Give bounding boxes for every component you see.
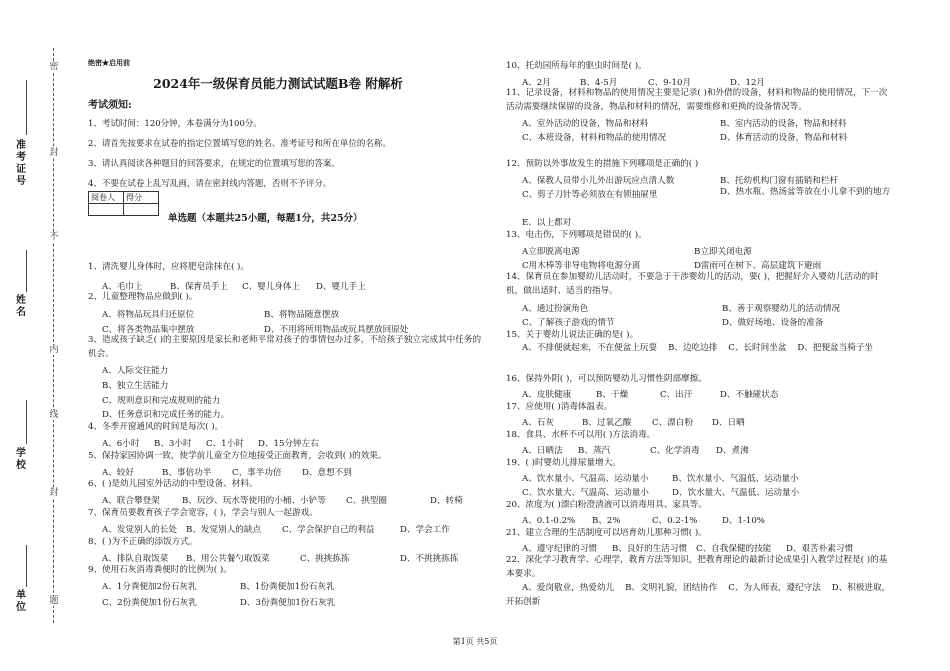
answer-option[interactable]: D、日晒 bbox=[712, 418, 745, 428]
answer-option[interactable]: D雷雨可在树下、高层建筑下避雨 bbox=[694, 261, 822, 271]
question-text: 1、清洗婴儿身体时，应将肥皂涂抹在( )。 bbox=[88, 262, 249, 272]
question-text: 19、( )时婴幼儿排尿量增大。 bbox=[506, 458, 621, 468]
answer-option[interactable]: B、独立生活能力 bbox=[102, 381, 169, 391]
answer-option[interactable]: D、积极进取，开拓创新 bbox=[506, 583, 891, 607]
answer-option[interactable]: D、不用将所用物品或玩具摆放回原处 bbox=[264, 325, 409, 335]
answer-option[interactable]: A、室外活动的设备，物品和材料 bbox=[522, 119, 649, 129]
score-table-reviewer: 阅卷人 bbox=[89, 192, 124, 204]
answer-option[interactable]: A、皮肤健康 bbox=[522, 390, 572, 400]
answer-option[interactable]: C用木棒等非导电物将电源分离 bbox=[522, 261, 641, 271]
question-text: 9、使用石灰消毒粪便时的比例为( )。 bbox=[88, 565, 232, 575]
answer-option[interactable]: D、艰苦朴素习惯 bbox=[786, 544, 854, 554]
answer-option[interactable]: C、本班设备，材料和物品的使用情况 bbox=[522, 133, 667, 143]
answer-option[interactable]: D、把便盆当椅子坐 bbox=[797, 343, 874, 353]
answer-option[interactable]: D、做好场地、设备的准备 bbox=[722, 318, 824, 328]
answer-option[interactable]: C、挑挑拣拣 bbox=[300, 554, 350, 564]
answer-option[interactable]: B、1份粪便加1份石灰乳 bbox=[240, 582, 335, 592]
answer-option[interactable]: D、12月 bbox=[730, 78, 766, 88]
seal-mark: 不 bbox=[49, 232, 59, 242]
answer-option[interactable]: C、9-10月 bbox=[648, 78, 692, 88]
answer-options-row bbox=[506, 581, 891, 609]
answer-option[interactable]: A、保教人员带小儿外出游玩应点清人数 bbox=[522, 176, 675, 186]
notice-item: 2、请首先按要求在试卷的指定位置填写您的姓名、准考证号和所在单位的名称。 bbox=[88, 139, 391, 149]
answer-option[interactable]: D、学会工作 bbox=[400, 525, 450, 535]
answer-option[interactable]: D、不触碰状态 bbox=[720, 390, 779, 400]
answer-option[interactable]: B、保育员手上 bbox=[170, 282, 228, 292]
notice-heading: 考试须知: bbox=[88, 100, 132, 111]
question-text: 8、( )为不正确的添饭方式。 bbox=[88, 537, 198, 547]
answer-option[interactable]: E、以上都对 bbox=[522, 218, 572, 228]
answer-option[interactable]: C、了解孩子游戏的情节 bbox=[522, 318, 615, 328]
answer-option[interactable]: B、事倍功半 bbox=[162, 468, 212, 478]
exam-title: 2024年一级保育员能力测试试题B卷 附解析 bbox=[153, 76, 403, 91]
notice-item: 4、不要在试卷上乱写乱画，请在密封线内答题，否则不予评分。 bbox=[88, 179, 332, 189]
answer-option[interactable]: A、不排便就起来，不在便盆上玩耍 bbox=[522, 343, 658, 353]
secret-label: 绝密★启用前 bbox=[88, 58, 130, 67]
answer-option[interactable]: A立即脱离电源 bbox=[522, 247, 580, 257]
answer-option[interactable]: A、遵守纪律的习惯 bbox=[522, 544, 597, 554]
answer-option[interactable]: B、发觉别人的缺点 bbox=[186, 525, 262, 535]
answer-option[interactable]: B立即关闭电源 bbox=[694, 247, 752, 257]
answer-option[interactable]: D、不挑挑拣拣 bbox=[400, 554, 459, 564]
answer-option[interactable]: D、1-10% bbox=[722, 516, 765, 526]
answer-option[interactable]: C、将各类物品集中摆放 bbox=[102, 325, 195, 335]
answer-option[interactable]: A、饮水量小、气温高、运动量小 bbox=[522, 474, 649, 484]
answer-option[interactable]: B、善于观察婴幼儿的活动情况 bbox=[722, 304, 841, 314]
answer-option[interactable]: D、体育活动的设备，物品和材料 bbox=[720, 133, 848, 143]
page-footer: 第1页 共5页 bbox=[452, 637, 498, 646]
answer-option[interactable]: B、托幼机构门窗有插销和栏杆 bbox=[720, 176, 839, 186]
question-text: 15、关于婴幼儿说法正确的是( )。 bbox=[506, 330, 639, 340]
answer-option[interactable]: B、过氧乙酸 bbox=[582, 418, 632, 428]
question-text: 21、建立合理的生活制度可以培育幼儿那种习惯( )。 bbox=[506, 528, 707, 538]
answer-option[interactable]: A、石灰 bbox=[522, 418, 554, 428]
answer-option[interactable]: B、饮水量小、气温低、运动量小 bbox=[672, 474, 799, 484]
answer-option[interactable]: A、发觉别人的长处 bbox=[102, 525, 177, 535]
answer-option[interactable]: A、联合攀登架 bbox=[102, 496, 160, 506]
exam-id-blank[interactable] bbox=[26, 80, 27, 135]
margin-label-exam-id: 准考证号 bbox=[16, 140, 26, 187]
answer-option[interactable]: B、室内活动的设备，物品和材料 bbox=[720, 119, 847, 129]
answer-option[interactable]: D、15分钟左右 bbox=[258, 439, 319, 449]
seal-mark: 内 bbox=[49, 345, 59, 355]
answer-option[interactable]: C、学会保护自己的利益 bbox=[282, 525, 375, 535]
margin-label-name: 姓名 bbox=[16, 295, 26, 318]
school-blank[interactable] bbox=[26, 400, 27, 444]
answer-option[interactable]: A、0.1-0.2% bbox=[522, 516, 576, 526]
answer-option[interactable]: D、煮沸 bbox=[716, 446, 749, 456]
answer-option[interactable]: B、边吃边排 bbox=[668, 343, 718, 353]
answer-option[interactable]: D、饮水量大、气温低、运动量小 bbox=[672, 488, 800, 498]
answer-option[interactable]: A、2月 bbox=[522, 78, 551, 88]
answer-option[interactable]: A、6小时 bbox=[102, 439, 140, 449]
answer-option[interactable]: B、蒸汽 bbox=[578, 446, 611, 456]
question-text: 5、保持家园协调一致，使学前儿童全方位地接受正面教育，会收到( )的效果。 bbox=[88, 451, 387, 461]
answer-option[interactable]: A、将物品玩具归还原位 bbox=[102, 310, 195, 320]
question-text: 12、预防以外事故发生的措施下列哪项是正确的( ) bbox=[506, 159, 699, 169]
seal-mark: 题 bbox=[49, 596, 59, 606]
answer-option[interactable]: C、1小时 bbox=[206, 439, 244, 449]
seal-mark: 封 bbox=[49, 488, 59, 498]
section-title: 单选题（本题共25小题，每题1分，共25分） bbox=[168, 213, 363, 224]
answer-option[interactable]: D、婴儿手上 bbox=[316, 282, 366, 292]
answer-option[interactable]: A、日晒法 bbox=[522, 446, 563, 456]
question-text: 4、冬季开窗通风的时间是每次( )。 bbox=[88, 422, 224, 432]
answer-option[interactable]: C、2份粪便加1份石灰乳 bbox=[102, 598, 197, 608]
answer-option[interactable]: B、2% bbox=[592, 516, 621, 526]
answer-option[interactable]: A、毛巾上 bbox=[102, 282, 143, 292]
answer-option[interactable]: A、人际交往能力 bbox=[102, 366, 169, 376]
seal-mark: 线 bbox=[49, 410, 59, 420]
answer-option[interactable]: B、4-5月 bbox=[580, 78, 618, 88]
margin-label-unit: 单位 bbox=[16, 590, 26, 613]
margin-label-school: 学校 bbox=[16, 448, 26, 471]
question-text: 20、浓度为( )漂白粉澄清液可以消毒用具、家具等。 bbox=[506, 500, 707, 510]
reviewer-cell[interactable] bbox=[89, 204, 124, 216]
answer-option[interactable]: C、婴儿身体上 bbox=[242, 282, 301, 292]
unit-blank[interactable] bbox=[26, 545, 27, 587]
answer-option[interactable]: D、任务意识和完成任务的能力。 bbox=[102, 410, 230, 420]
question-text: 13、电击伤，下列哪项是错误的( )。 bbox=[506, 230, 647, 240]
question-text: 10、托幼园所每年的驱虫时间是( )。 bbox=[506, 61, 647, 71]
answer-option[interactable]: A、爱岗敬业，热爱幼儿 bbox=[522, 583, 615, 593]
answer-option[interactable]: B、良好的生活习惯 bbox=[612, 544, 688, 554]
answer-option[interactable]: C、规则意识和完成规则的能力 bbox=[102, 396, 221, 406]
question-text: 16、保持外阴( )，可以预防婴幼儿习惯性阴部摩擦。 bbox=[506, 374, 707, 384]
question-text: 2、儿童整理物品应做到( )。 bbox=[88, 292, 198, 302]
question-text: 11、记录设备，材料和物品的使用情况主要是记录( )和外借的设备，材料和物品的使用情况，下一次活动需要继续保留的设备，物品和材料的情况，需要维修和更换的设备情况等。 bbox=[506, 88, 888, 112]
answer-option[interactable]: A、1分粪便加2份石灰乳 bbox=[102, 582, 197, 592]
answer-option[interactable]: A、较好 bbox=[102, 468, 134, 478]
answer-option[interactable]: C、化学消毒 bbox=[650, 446, 700, 456]
score-cell[interactable] bbox=[124, 204, 159, 216]
question-text: 18、食具、水杯不可以用( )方法消毒。 bbox=[506, 430, 656, 440]
seal-mark: 密 bbox=[49, 62, 59, 72]
answer-options-row bbox=[506, 341, 891, 355]
answer-option[interactable]: A、排队自取饭菜 bbox=[102, 554, 169, 564]
answer-option[interactable]: D、热水瓶、热汤盆等放在小儿拿不到的地方 bbox=[720, 187, 891, 197]
answer-option[interactable]: B、用公共餐勺取饭菜 bbox=[186, 554, 270, 564]
answer-option[interactable]: D、转椅 bbox=[430, 496, 463, 506]
score-table bbox=[88, 191, 159, 216]
answer-option[interactable]: C、拱型圈 bbox=[346, 496, 387, 506]
question-text: 6、( )是幼儿园室外活动的中型设备、材料。 bbox=[88, 479, 258, 489]
answer-option[interactable]: D、3份粪便加1份石灰乳 bbox=[240, 598, 336, 608]
answer-option[interactable]: C、事半功倍 bbox=[232, 468, 282, 478]
answer-option[interactable]: B、干燥 bbox=[596, 390, 629, 400]
question-text: 7、保育员要教育孩子学会宽容，( )，学会与别人一起游戏。 bbox=[88, 508, 318, 518]
question-text: 17、应使用( )消毒体温表。 bbox=[506, 402, 613, 412]
notice-item: 1、考试时间：120分钟，本卷满分为100分。 bbox=[88, 119, 262, 129]
answer-option[interactable]: B、文明礼貌，团结协作 bbox=[625, 583, 718, 593]
answer-option[interactable]: C、为人师表，遵纪守法 bbox=[728, 583, 821, 593]
answer-option[interactable]: C、剪子刀针等必须放在有锁抽屉里 bbox=[522, 190, 658, 200]
answer-option[interactable]: C、出汗 bbox=[660, 390, 693, 400]
answer-option[interactable]: C、漂白粉 bbox=[652, 418, 693, 428]
answer-option[interactable]: C、长时间坐盆 bbox=[728, 343, 787, 353]
question-text: 22、深化学习教育学、心理学，教育方法等知识，把教育理论的最新讨论成果引入教学过程是( )的基本要求。 bbox=[506, 555, 888, 579]
question-text: 3、造成孩子缺乏( )的主要原因是家长和老师平常对孩子的事情包办过多，不给孩子独立完成其中任务的机会。 bbox=[88, 335, 482, 359]
score-table-score: 得分 bbox=[124, 192, 159, 204]
answer-option[interactable]: C、0.2-1% bbox=[652, 516, 698, 526]
seal-mark: 封 bbox=[49, 148, 59, 158]
answer-option[interactable]: C、饮水量大、气温高、运动量小 bbox=[522, 488, 649, 498]
seal-line bbox=[53, 48, 54, 623]
answer-option[interactable]: B、将物品随意摆放 bbox=[264, 310, 340, 320]
answer-option[interactable]: B、3小时 bbox=[154, 439, 192, 449]
answer-option[interactable]: D、意想不到 bbox=[302, 468, 352, 478]
answer-option[interactable]: A、通过扮演角色 bbox=[522, 304, 589, 314]
answer-option[interactable]: B、玩沙、玩水等使用的小桶、小铲等 bbox=[182, 496, 326, 506]
name-blank[interactable] bbox=[26, 250, 27, 292]
question-text: 14、保育员在参加婴幼儿活动时，不要急于干涉婴幼儿的活动，要( )，把握好介入婴幼儿活动的时机，做出适时、适当的指导。 bbox=[506, 272, 879, 296]
notice-item: 3、请认真阅读各种题目的回答要求，在规定的位置填写您的答案。 bbox=[88, 159, 340, 169]
answer-option[interactable]: C、自我保健的技能 bbox=[696, 544, 772, 554]
